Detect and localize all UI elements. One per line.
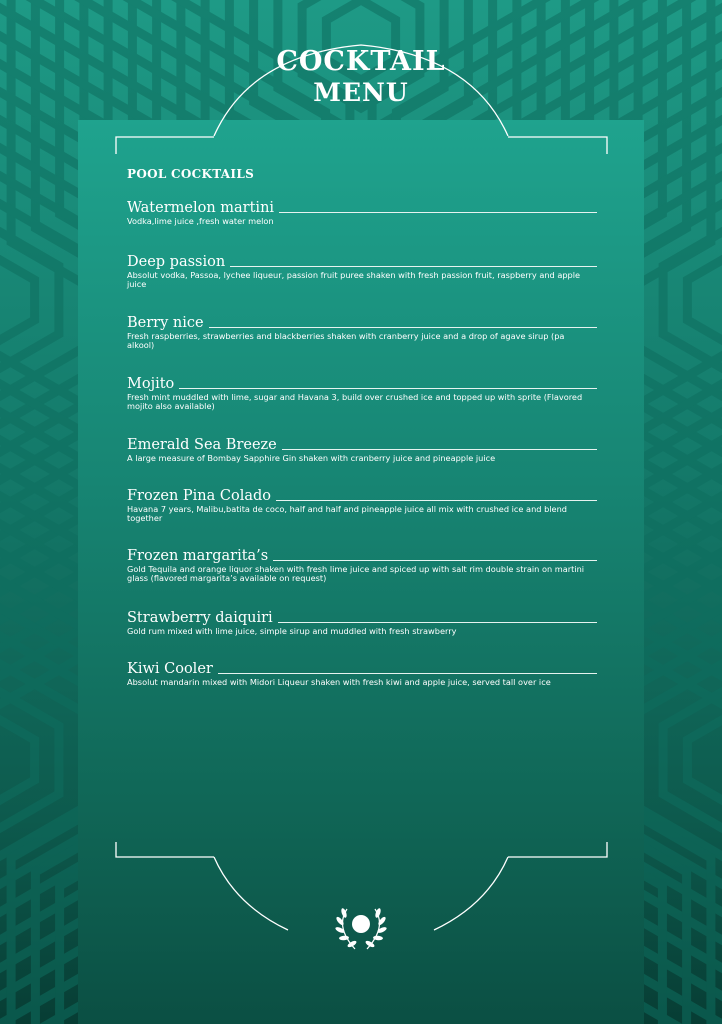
menu-item-header <box>127 609 597 627</box>
cocktail-name: Watermelon martini <box>127 200 275 216</box>
cocktail-description: Absolut mandarin mixed with Midori Liqueur shaken with fresh kiwi and apple juice, served tall over ice <box>127 677 551 687</box>
top-right-bracket <box>508 137 607 154</box>
cocktail-description: Absolut vodka, Passoa, lychee liqueur, passion fruit puree shaken with fresh passion fruit, raspberry and apple juice <box>127 270 581 289</box>
page-title-line2: MENU <box>313 78 409 107</box>
bottom-left-arch <box>214 857 288 930</box>
top-left-bracket <box>116 137 214 154</box>
cocktail-rule-line <box>218 673 597 674</box>
menu-item <box>127 487 597 522</box>
section-heading: POOL COCKTAILS <box>127 167 255 181</box>
menu-item-header <box>127 547 597 565</box>
menu-item <box>127 436 597 463</box>
menu-item-header <box>127 660 597 678</box>
cocktail-description: Gold Tequila and orange liquor shaken with fresh lime juice and spiced up with salt rim double strain on martini glass (flavored margarita’s available on request) <box>127 564 585 583</box>
cocktail-description: Vodka,lime juice ,fresh water melon <box>127 216 274 226</box>
cocktail-rule-line <box>273 560 597 561</box>
cocktail-name: Frozen margarita’s <box>127 548 269 564</box>
menu-item <box>127 547 597 582</box>
cocktail-name: Emerald Sea Breeze <box>127 437 277 453</box>
menu-item-header <box>127 199 597 217</box>
menu-item <box>127 660 597 687</box>
cocktail-description: Havana 7 years, Malibu,batita de coco, half and half and pineapple juice all mix with crushed ice and blend together <box>127 504 567 523</box>
cocktail-rule-line <box>282 449 597 450</box>
bottom-right-arch <box>434 857 508 930</box>
cocktail-name: Berry nice <box>127 315 204 331</box>
menu-item-header <box>127 314 597 332</box>
cocktail-rule-line <box>276 500 597 501</box>
bottom-left-bracket <box>116 842 214 857</box>
page-title-line1: COCKTAIL <box>276 46 446 77</box>
menu-item <box>127 253 597 288</box>
cocktail-description: Fresh raspberries, strawberries and blackberries shaken with cranberry juice and a drop of agave sirup (pa alkool) <box>127 331 565 350</box>
menu-item <box>127 609 597 636</box>
laurel-wreath-logo-icon <box>331 903 391 953</box>
cocktail-rule-line <box>279 212 597 213</box>
cocktail-name: Mojito <box>127 376 175 392</box>
cocktail-name: Strawberry daiquiri <box>127 610 273 626</box>
menu-item-header <box>127 487 597 505</box>
bottom-right-bracket <box>508 842 607 857</box>
menu-item-header <box>127 375 597 393</box>
cocktail-rule-line <box>209 327 597 328</box>
menu-item <box>127 375 597 410</box>
cocktail-description: Fresh mint muddled with lime, sugar and Havana 3, build over crushed ice and topped up with sprite (Flavored mojito also available) <box>127 392 583 411</box>
cocktail-name: Deep passion <box>127 254 226 270</box>
cocktail-name: Frozen Pina Colado <box>127 488 271 504</box>
cocktail-description: A large measure of Bombay Sapphire Gin shaken with cranberry juice and pineapple juice <box>127 453 496 463</box>
menu-item-header <box>127 436 597 454</box>
cocktail-name: Kiwi Cooler <box>127 661 213 677</box>
cocktail-rule-line <box>230 266 597 267</box>
menu-item-header <box>127 253 597 271</box>
menu-item <box>127 314 597 349</box>
menu-item <box>127 199 597 226</box>
cocktail-rule-line <box>179 388 597 389</box>
cocktail-description: Gold rum mixed with lime juice, simple sirup and muddled with fresh strawberry <box>127 626 457 636</box>
cocktail-rule-line <box>278 622 597 623</box>
